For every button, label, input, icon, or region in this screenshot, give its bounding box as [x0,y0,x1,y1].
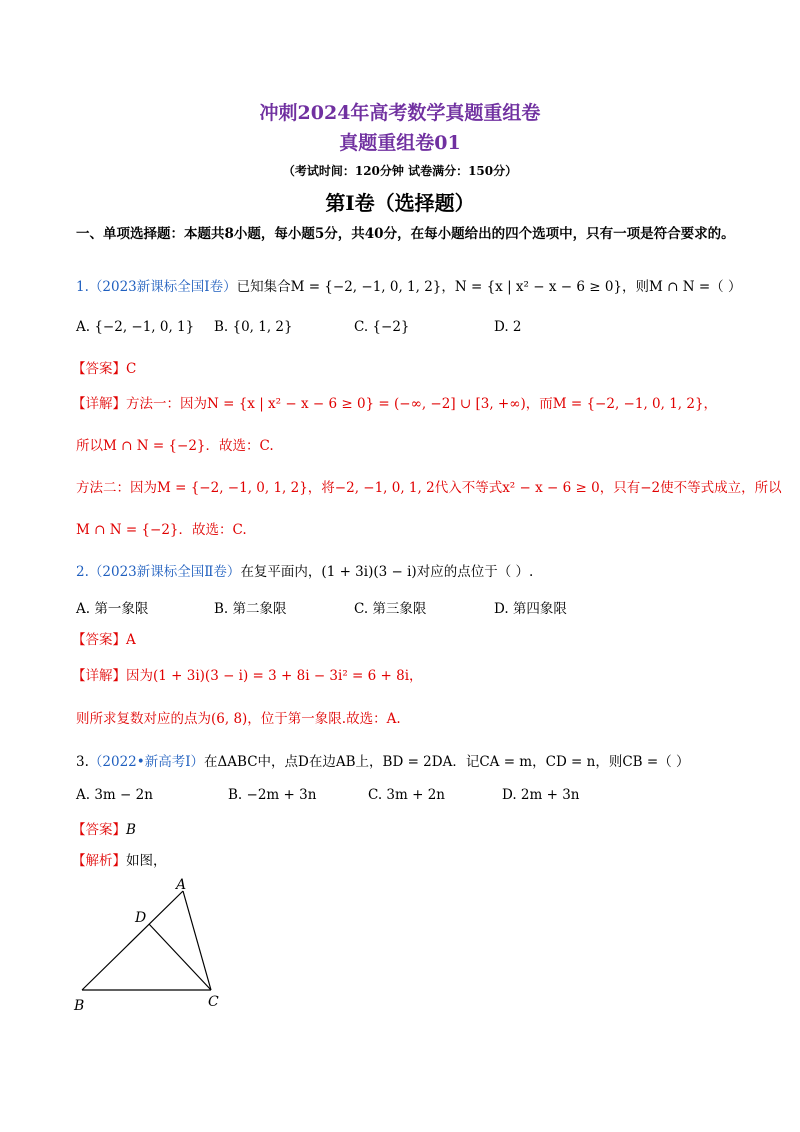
triangle-figure [70,872,240,1022]
q3-detail-line-1 [72,849,167,869]
q1-detail-line-2: 所以M ∩ N = {−2}．故选：C. [76,438,274,454]
q1-stem: 已知集合M = {−2, −1, 0, 1, 2}，N = {x | x² − x − 6 ≥ 0}，则M ∩ N =（ ） [236,279,742,295]
question-2 [76,560,533,580]
q2-answer-value: A [126,632,136,648]
question-1 [76,275,741,295]
q1-option-c: C. {−2} [354,319,410,335]
q1-detail-line-3: 方法二：因为M = {−2, −1, 0, 1, 2}，将−2, −1, 0, 1, 2代入不等式x² − x − 6 ≥ 0，只有−2使不等式成立，所以 [76,480,782,496]
q2-detail-tag: 【详解】 [72,668,126,684]
paper-title: 冲刺2024年高考数学真题重组卷 [259,102,541,124]
q2-number: 2. [76,564,89,580]
q2-answer-tag: 【答案】 [72,632,126,648]
q1-detail-tag: 【详解】 [72,396,126,412]
q2-option-c: C. 第三象限 [354,601,427,617]
question-3 [76,750,690,770]
q1-option-d: D. 2 [494,319,522,335]
q1-detail-line-4: M ∩ N = {−2}．故选：C. [76,522,247,538]
q1-detail-text-1: 方法一：因为N = {x | x² − x − 6 ≥ 0} = (−∞, −2] ∪ [3, +∞)，而M = {−2, −1, 0, 1, 2}， [126,396,718,412]
q1-answer-tag: 【答案】 [72,361,126,377]
q2-source: （2023新课标全国Ⅱ卷） [88,564,241,580]
q2-detail-line-2: 则所求复数对应的点为(6, 8)，位于第一象限.故选：A. [76,711,401,727]
q2-stem: 在复平面内，(1 + 3i)(3 − i)对应的点位于（ ）. [240,564,534,580]
q1-source: （2023新课标全国Ⅰ卷） [88,279,237,295]
q3-option-d: D. 2m + 3n [502,787,580,803]
q3-option-a: A. 3m − 2n [76,787,153,803]
side-ba [82,891,183,990]
q1-number: 1. [76,279,89,295]
vertex-label-b: B [74,998,85,1014]
q2-detail-text-1: 因为(1 + 3i)(3 − i) = 3 + 8i − 3i² = 6 + 8i， [126,668,423,684]
q2-answer [72,628,136,648]
exam-info: （考试时间：120分钟 试卷满分：150分） [282,164,518,178]
q3-number: 3. [76,754,89,770]
vertex-label-d: D [135,910,147,926]
section-instruction: 一、单项选择题：本题共8小题，每小题5分，共40分，在每小题给出的四个选项中，只有一项是符合要求的。 [76,226,735,242]
q1-answer-value: C [126,361,137,377]
vertex-label-c: C [208,994,219,1010]
q3-answer [72,818,136,838]
q3-answer-tag: 【答案】 [72,822,126,838]
q3-option-b: B. −2m + 3n [228,787,317,803]
q3-detail-tag: 【解析】 [72,853,126,869]
paper-subtitle: 真题重组卷01 [339,132,461,154]
q3-option-c: C. 3m + 2n [368,787,445,803]
q3-stem: 在ΔABC中，点D在边AB上，BD = 2DA．记CA = m，CD = n，则CB =（ ） [204,754,690,770]
q1-option-b: B. {0, 1, 2} [214,319,293,335]
q2-detail-line-1 [72,664,423,684]
q1-answer [72,357,136,377]
q3-detail-text-1: 如图， [126,853,167,869]
q2-option-d: D. 第四象限 [494,601,567,617]
q3-answer-value: B [126,822,136,838]
part-title: 第I卷（选择题） [325,191,475,215]
vertex-label-a: A [176,877,187,893]
q3-source: （2022•新高考Ⅰ） [88,754,205,770]
q2-option-a: A. 第一象限 [76,601,149,617]
q1-option-a: A. {−2, −1, 0, 1} [76,319,195,335]
q1-detail-line-1 [72,392,717,412]
q2-option-b: B. 第二象限 [214,601,287,617]
